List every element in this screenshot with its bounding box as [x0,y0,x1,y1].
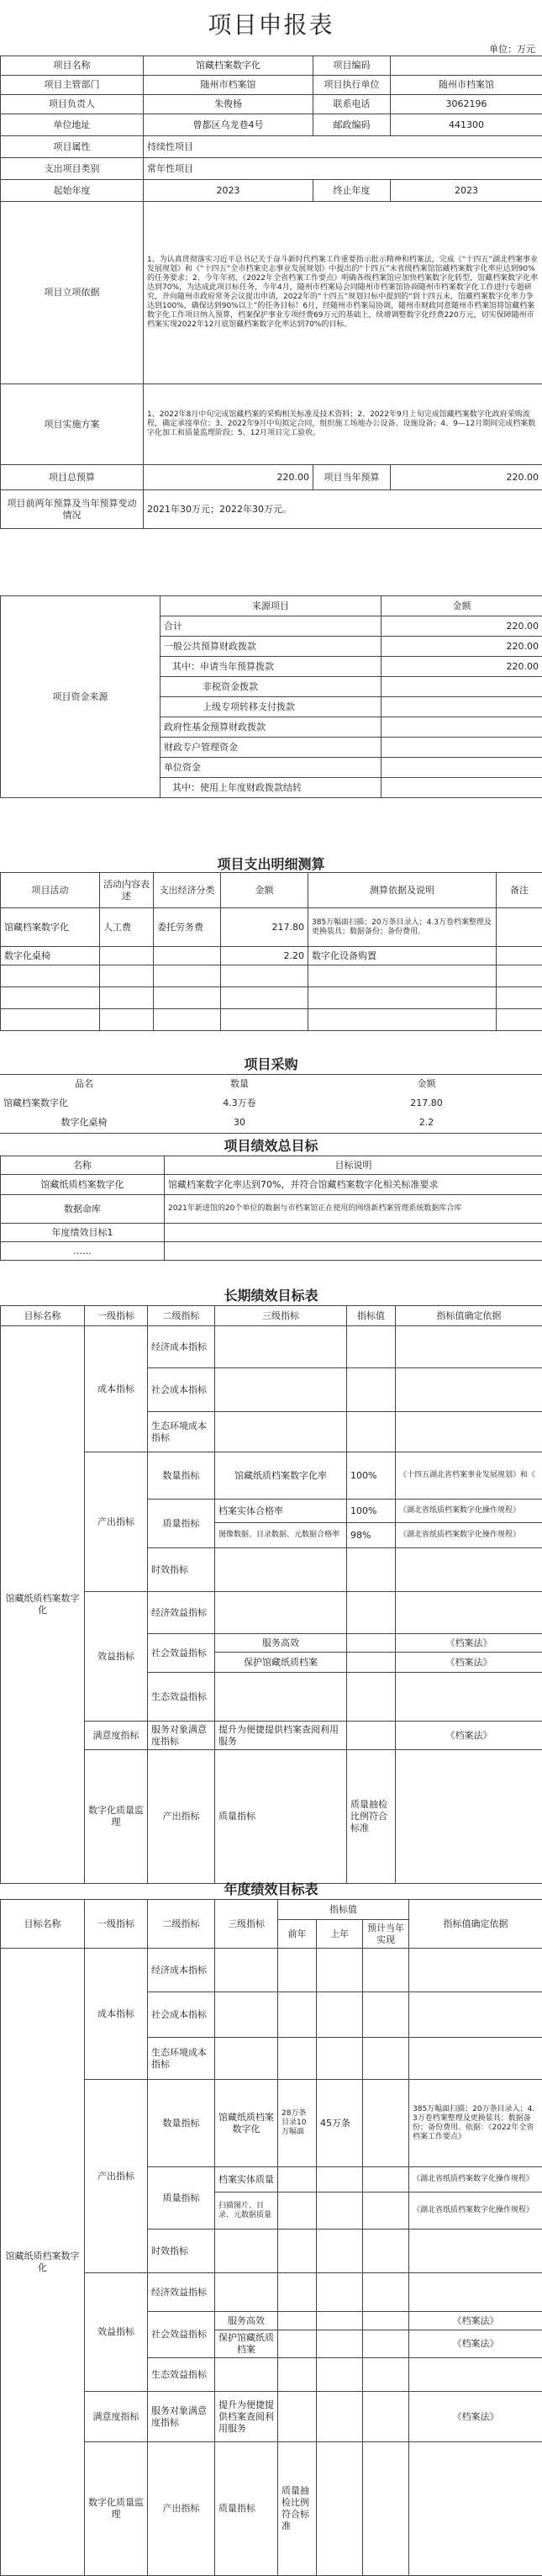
annual-subhead: 前年 [278,1920,317,1949]
unit-label: 单位：万元 [489,42,535,56]
long-cell: 质量抽检比例符合标准 [347,1750,396,1884]
expense-head: 金额 [221,873,308,908]
annual-head: 一级指标 [85,1900,148,1949]
table-row [0,1093,542,1113]
goal-name: 年度绩效目标1 [1,1224,165,1242]
annual-cell: 档案实体质量 [215,2167,278,2193]
annual-cell: 《档案法》 [409,2312,542,2330]
info-table [0,56,542,529]
long-head: 目标名称 [1,1306,85,1326]
annual-output: 产出指标 [85,2080,148,2273]
annual-effect: 效益指标 [85,2273,148,2392]
long-cell: 《档案法》 [396,1653,542,1673]
annual-head: 指标值 [278,1900,409,1920]
purchase-cell: 2.2 [311,1113,542,1134]
expense-cell: 385万幅面扫描；20万条目录入；4.3万卷档案整理及更换装具；数据备份；备份费用。 [308,908,497,947]
long-title: 长期绩效目标表 [0,1285,542,1304]
goals-title: 项目绩效总目标 [0,1135,542,1155]
long-cell: 100% [347,1452,396,1500]
table-row [1,1175,542,1195]
plan-label: 项目实施方案 [1,384,144,465]
expense-cell: 2.20 [221,947,308,965]
long-cell: 《档案法》 [396,1722,542,1750]
funding-head-source: 来源项目 [160,596,382,616]
funding-amount [382,677,542,697]
funding-amount: 220.00 [382,637,542,657]
goal-name: 馆藏纸质档案数字化 [1,1175,165,1195]
expense-head: 支出经济分类 [154,873,221,908]
expense-cell: 数字化设备购置 [308,947,497,965]
long-qc-out: 产出指标 [148,1750,215,1884]
annual-head: 三级指标 [215,1900,278,1949]
funding-row: 政府性基金预算财政拨款 [160,717,382,738]
annual-cost-item: 经济成本指标 [148,1949,215,1992]
long-effect: 效益指标 [85,1592,148,1722]
funding-row: 其中：使用上年度财政拨款结转 [160,778,382,798]
annual-time: 时效指标 [148,2230,215,2273]
long-cell: 保护馆藏纸质档案 [215,1653,347,1673]
annual-cell: 《档案法》 [409,2330,542,2358]
long-target: 馆藏纸质档案数字化 [1,1326,85,1884]
long-satis2: 服务对象满意度指标 [148,1722,215,1750]
purchase-title: 项目采购 [0,1054,542,1073]
long-output: 产出指标 [85,1452,148,1592]
long-cell: 《档案法》 [396,1634,542,1653]
funding-row: 非税资金拨款 [160,677,382,697]
long-cell: 图像数据、目录数据、元数据合格率 [215,1523,347,1548]
funding-head-amount: 金额 [382,596,542,616]
funding-amount: 220.00 [382,616,542,637]
project-name-label: 项目名称 [1,56,144,76]
annual-social: 社会效益指标 [148,2312,215,2358]
addr-label: 单位地址 [1,114,144,136]
expense-cell [497,947,542,965]
table-row [1,1242,542,1261]
annual-qty: 数量指标 [148,2080,215,2167]
purchase-cell: 数字化桌椅 [0,1113,168,1134]
expense-cell: 人工费 [100,908,154,947]
annual-qc-out: 产出指标 [148,2442,215,2576]
project-code-label: 项目编码 [313,56,391,76]
long-head: 指标值确定依据 [396,1306,542,1326]
table-row [1,1224,542,1242]
annual-qc-target: 数字化质量监理 [85,2442,148,2576]
annual-cell: 385万幅面扫描；20万条目录入；4.3万卷档案整理及更换装具；数据备份；备份费用。依据：《2022年全省档案工作要点》 [409,2080,542,2167]
goal-name: 数据命库 [1,1195,165,1224]
page-title: 项目申报表 [0,7,542,40]
end-year: 2023 [391,180,542,202]
exec-label: 项目执行单位 [313,76,391,95]
long-social: 社会效益指标 [148,1634,215,1673]
annual-cell: 服务高效 [215,2312,278,2330]
funding-row: 一般公共预算财政拨款 [160,637,382,657]
long-cell: 98% [347,1523,396,1548]
expense-cell: 委托劳务费 [154,908,221,947]
funding-row: 其中：申请当年预算拨款 [160,657,382,677]
annual-subhead: 预计当年实现 [363,1920,409,1949]
annual-cell: 质量抽检比例符合标准 [278,2442,317,2576]
annual-head: 目标名称 [1,1900,85,1949]
annual-subhead: 上年 [317,1920,363,1949]
expense-cell: 数字化桌椅 [1,947,100,965]
funding-label: 项目资金来源 [1,596,160,798]
basis-text: 1、为认真贯彻落实习近平总书记关于奋斗新时代档案工作重要指示批示精神和档案法，完成《“十四五”湖北档案事业发展规划》和《“十四五”全市档案史志事业发展规划》中提出的“十四五”末省级档案馆馆藏档案数字化率应达到90%的任务要求；2、今年年初，《2022年全省档案工作要点》明确各级档案馆应加快档案数字化转型，馆藏档案数字化率达到70%，为达成此项目标任务，今年4月，随州市档案局会同随州市档案馆协商随州市档案数字化工作进行专题研究，并向随州市政府常务会议提出申请，2022年的“十四五”规划目标中提到的“到十四五末，馆藏档案数字化率力争达到100%，确保达到90%以上”的任务目标！6月，经随州市档案局协调，随州市财政同意随州市档案馆将馆藏档案数字化工作项目纳入预算，档案保护事业专项经费69万元的基础上，续增调整数字化经费220万元，切实保障随州市档案实现2022年12月底馆藏档案数字化率达到70%的目标。 [144,202,542,384]
annual-head: 指标值确定依据 [409,1900,542,1949]
annual-cell [363,2080,409,2167]
goal-name: …… [1,1242,165,1261]
end-label: 终止年度 [313,180,391,202]
long-cell: 《湖北省纸质档案数字化操作规程》 [396,1523,542,1548]
long-cell [347,1653,396,1673]
long-qc-target: 数字化质量监理 [85,1750,148,1884]
purchase-cell: 30 [168,1113,311,1134]
expense-head: 活动内容表述 [100,873,154,908]
dept: 随州市档案馆 [144,76,313,95]
funding-row: 上级专项转移支付拨款 [160,697,382,717]
addr: 曾都区乌龙巷4号 [144,114,313,136]
long-cost: 成本指标 [85,1326,148,1452]
type: 常年性项目 [144,158,542,180]
attr: 持续性项目 [144,136,542,158]
long-cell: 服务高效 [215,1634,347,1653]
funding-row: 财政专户管理资金 [160,738,382,758]
long-cell [347,1722,396,1750]
expense-head: 备注 [497,873,542,908]
annual-qc-q: 质量指标 [215,2442,278,2576]
exec: 随州市档案馆 [391,76,542,95]
long-time: 时效指标 [148,1548,215,1592]
type-label: 支出项目类别 [1,158,144,180]
year-budget-value: 220.00 [391,465,542,490]
expense-head: 测算依据及说明 [308,873,497,908]
annual-cost-item: 生态环境成本指标 [148,2038,215,2080]
table-row [1,947,542,965]
annual-cell: 馆藏纸质档案数字化 [215,2080,278,2167]
funding-amount [382,778,542,798]
annual-title: 年度绩效目标表 [0,1879,542,1898]
start-year: 2023 [144,180,313,202]
project-code [391,56,542,76]
long-cell: 100% [347,1500,396,1523]
long-head: 一级指标 [85,1306,148,1326]
expense-head: 项目活动 [1,873,100,908]
phone: 3062196 [391,95,542,114]
annual-cell: 保护馆藏纸质档案 [215,2330,278,2358]
dept-label: 项目主管部门 [1,76,144,95]
annual-target: 馆藏纸质档案数字化 [1,1949,85,2576]
table-row [0,1113,542,1134]
long-quality: 质量指标 [148,1500,215,1548]
annual-eco: 生态效益指标 [148,2358,215,2392]
purchase-cell: 馆藏档案数字化 [0,1093,168,1113]
expense-table [0,872,542,1031]
long-table [0,1305,542,1884]
funding-row: 单位资金 [160,758,382,778]
long-qty: 数量指标 [148,1452,215,1500]
attr-label: 项目属性 [1,136,144,158]
annual-table [0,1899,542,2576]
expense-title: 项目支出明细测算 [0,854,542,873]
long-econ: 经济效益指标 [148,1592,215,1634]
long-head: 三级指标 [215,1306,347,1326]
total-label: 项目总预算 [1,465,144,490]
purchase-table [0,1074,542,1134]
basis-label: 项目立项依据 [1,202,144,384]
annual-cell: 《湖北省纸质档案数字化操作规程》 [409,2193,542,2230]
long-cell: 提升为便捷提供档案查阅利用服务 [215,1722,347,1750]
long-cost-item: 生态环境成本指标 [148,1412,215,1452]
year-budget-label: 项目当年预算 [313,465,391,490]
annual-econ: 经济效益指标 [148,2273,215,2312]
funding-amount [382,758,542,778]
goals-head: 名称 [1,1156,165,1175]
long-cell: 《湖北省纸质档案数字化操作规程》 [396,1500,542,1523]
change-text: 2021年30万元；2022年30万元。 [144,490,542,529]
funding-table [0,595,542,798]
long-head: 二级指标 [148,1306,215,1326]
long-cell: 《十四五湖北省档案事业发展规划》和《 [396,1452,542,1500]
funding-amount: 220.00 [382,657,542,677]
expense-cell: 馆藏档案数字化 [1,908,100,947]
table-row [1,987,542,1009]
long-cell [347,1634,396,1653]
expense-cell [497,908,542,947]
goal-desc [165,1242,542,1261]
annual-cost: 成本指标 [85,1949,148,2080]
leader: 朱俊杨 [144,95,313,114]
funding-amount [382,697,542,717]
expense-cell [154,947,221,965]
purchase-cell: 4.3万卷 [168,1093,311,1113]
annual-cell: 《档案法》 [409,2392,542,2442]
expense-cell: 217.80 [221,908,308,947]
annual-satis: 满意度指标 [85,2392,148,2442]
table-row [1,1009,542,1031]
post-label: 邮政编码 [313,114,391,136]
long-cell [396,1750,542,1884]
long-qc-q: 质量指标 [215,1750,347,1884]
funding-amount [382,738,542,758]
phone-label: 联系电话 [313,95,391,114]
leader-label: 项目负责人 [1,95,144,114]
annual-cell: 扫描图片、目录、元数据质量 [215,2193,278,2230]
long-head: 指标值 [347,1306,396,1326]
long-satis: 满意度指标 [85,1722,148,1750]
goals-head: 目标说明 [165,1156,542,1175]
start-label: 起始年度 [1,180,144,202]
change-label: 项目前两年预算及当年预算变动情况 [1,490,144,529]
goal-desc [165,1224,542,1242]
goal-desc: 2021年新进馆的20个单位的数据与市档案馆正在使用的网络新档案管理系统数据库合库 [165,1195,542,1224]
table-row [1,1195,542,1224]
long-eco: 生态效益指标 [148,1673,215,1722]
purchase-head: 品名 [0,1075,168,1093]
long-cost-item: 经济成本指标 [148,1326,215,1368]
purchase-head: 数量 [168,1075,311,1093]
project-name: 馆藏档案数字化 [144,56,313,76]
annual-cell: 45万条 [317,2080,363,2167]
annual-quality: 质量指标 [148,2167,215,2230]
goal-desc: 馆藏档案数字化率达到70%，并符合馆藏档案数字化相关标准要求 [165,1175,542,1195]
annual-cell: 《湖北省纸质档案数字化操作规程》 [409,2167,542,2193]
long-cell: 档案实体合格率 [215,1500,347,1523]
annual-cell: 提升为便捷提供档案查阅利用服务 [215,2392,278,2442]
long-cost-item: 社会成本指标 [148,1368,215,1412]
purchase-head: 金额 [311,1075,542,1093]
annual-satis2: 服务对象满意度指标 [148,2392,215,2442]
table-row [1,908,542,947]
table-row [1,965,542,987]
expense-cell [100,947,154,965]
goals-table [0,1156,542,1261]
purchase-cell: 217.80 [311,1093,542,1113]
funding-row: 合计 [160,616,382,637]
long-cell: 馆藏纸质档案数字化率 [215,1452,347,1500]
total-value: 220.00 [144,465,313,490]
annual-cost-item: 社会成本指标 [148,1992,215,2038]
plan-text: 1、2022年8月中旬完成馆藏档案的采购相关标准及技术资料；2、2022年9月上旬完成馆藏档案数字化政府采购流程，确定承接单位；3、2022年9月中旬拟定合同，组织施工场地办公设备、设施设备；4、9—12月期间完成档案数字化加工和质量监理阶段；5、12月项目完工验收。 [144,384,542,465]
annual-head: 二级指标 [148,1900,215,1949]
annual-cell: 28万条目录10万幅面 [278,2080,317,2167]
post: 441300 [391,114,542,136]
funding-amount [382,717,542,738]
